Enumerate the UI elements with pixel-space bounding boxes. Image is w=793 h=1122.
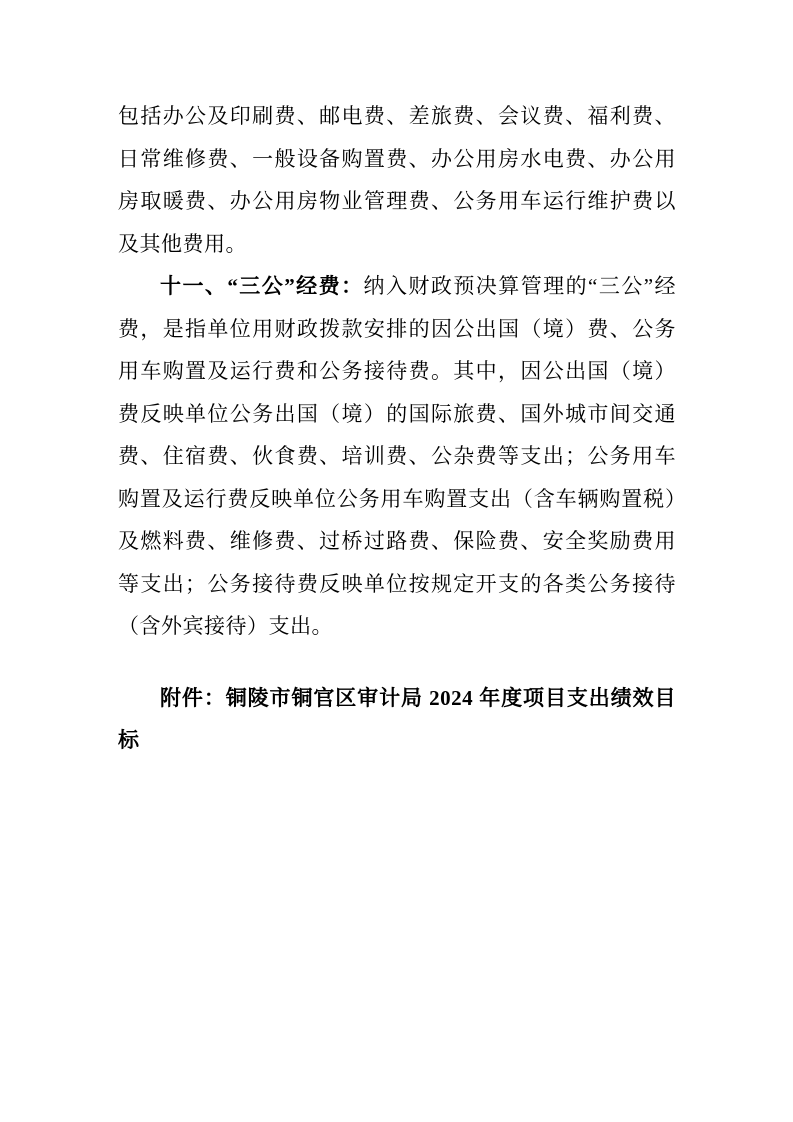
attachment-note: 附件：铜陵市铜官区审计局 2024 年度项目支出绩效目标 <box>118 685 676 752</box>
paragraph-three-public-funds-body: 纳入财政预决算管理的“三公”经费，是指单位用财政拨款安排的因公出国（境）费、公务用车购置及运行费和公务接待费。其中，因公出国（境）费反映单位公务出国（境）的国际旅费、国外城市间交通费、住宿费、伙食费、培训费、公杂费等支出；公务用车购置及运行费反映单位公务用车购置支出（含车辆购置税）及燃料费、维修费、过桥过路费、保险费、安全奖励费用等支出；公务接待费反映单位按规定开支的各类公务接待（含外宾接待）支出。 <box>118 274 677 638</box>
paragraph-expense-items: 包括办公及印刷费、邮电费、差旅费、会议费、福利费、日常维修费、一般设备购置费、办公用房水电费、办公用房取暖费、办公用房物业管理费、公务用车运行维护费以及其他费用。 <box>118 104 676 256</box>
section-heading-three-public-funds: 十一、“三公”经费： <box>160 274 364 298</box>
paragraph-three-public-funds <box>118 265 676 648</box>
